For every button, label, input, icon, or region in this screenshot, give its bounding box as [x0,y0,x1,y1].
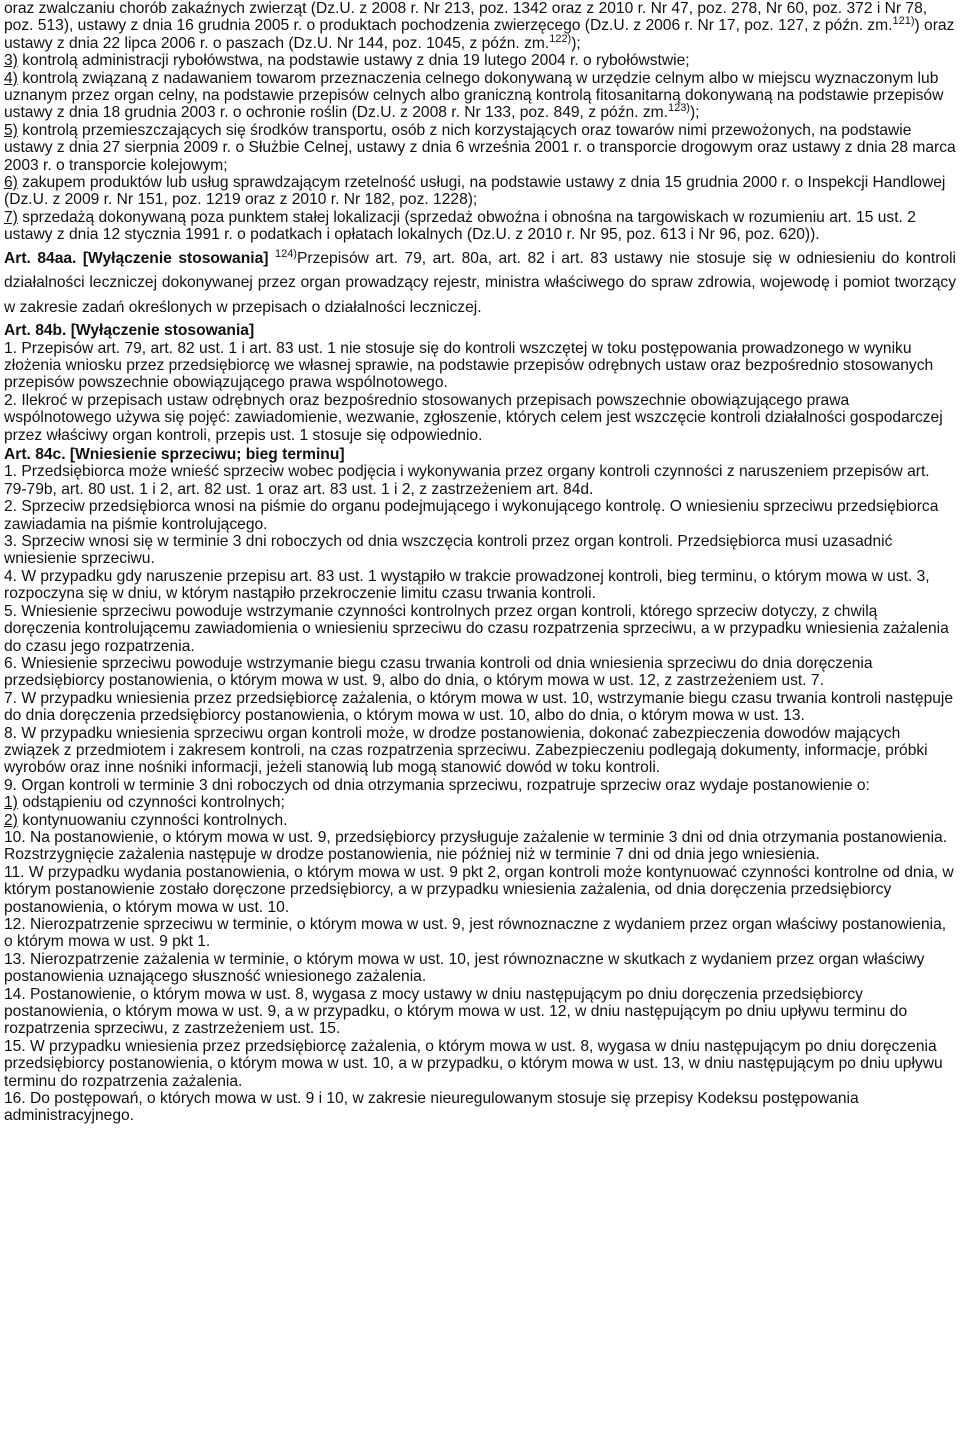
footnote-ref-122: 122) [549,32,572,45]
article-heading: Art. 84aa. [Wyłączenie stosowania] [4,249,269,267]
list-text: zakupem produktów lub usług sprawdzającym rzetelność usługi, na podstawie ustawy z dnia 15 grudnia 2000 r. o Inspekcji Handlowej (Dz.U. z 2009 r. Nr 151, poz. 1219 oraz z 2010 r. Nr 182, poz. 1228); [4,174,946,209]
article-84c-para-7: 7. W przypadku wniesienia przez przedsiębiorcę zażalenia, o którym mowa w ust. 10, wstrzymanie biegu czasu trwania kontroli następuje do dnia doręczenia przedsiębiorcy postanowienia, o którym mowa w ust. 10, albo do dnia, o którym mowa w ust. 13. [4,689,954,725]
article-84c-para-1: 1. Przedsiębiorca może wnieść sprzeciw wobec podjęcia i wykonywania przez organy kontroli czynności z naruszeniem przepisów art. 79-79b, art. 80 ust. 1 i 2, art. 82 ust. 1 oraz art. 83 ust. 1 i 2, z zastrzeżeniem art. 84d. [4,463,930,498]
footnote-ref-121: 121) [892,15,915,28]
list-text: odstąpieniu od czynności kontrolnych; [17,794,285,812]
list-text: sprzedażą dokonywaną poza punktem stałej lokalizacji (sprzedaż obwoźna i obnośna na targowiskach w rozumieniu art. 15 ust. 2 ustawy z dnia 12 stycznia 1991 r. o podatkach i opłatach lokalnych (Dz.U. z 2010 r. Nr 95, poz. 613 i Nr 96, poz. 620)). [4,208,916,244]
intro-text-b: ) oraz ustawy z dnia 22 lipca 2006 r. o paszach (Dz.U. Nr 144, poz. 1045, z późn. zm. [4,17,955,52]
article-84c-para-4: 4. W przypadku gdy naruszenie przepisu art. 83 ust. 1 wystąpiło w trakcie prowadzonej kontroli, bieg terminu, o którym mowa w ust. 3, rozpoczyna się w dniu, w którym nastąpiło przekroczenie limitu czasu trwania kontroli. [4,567,930,603]
article-84c-para-9-item-2 [4,812,956,829]
article-84c-para-14: 14. Postanowienie, o którym mowa w ust. 8, wygasa z mocy ustawy w dniu następującym po dniu doręczenia przedsiębiorcy postanowienia, o którym mowa w ust. 9, a w przypadku, o którym mowa w ust. 12, w dniu następującym po dniu upływu terminu do rozpatrzenia sprzeciwu, z zastrzeżeniem ust. 15. [4,985,908,1038]
article-84c-heading: Art. 84c. [Wniesienie sprzeciwu; bieg terminu] [4,446,345,464]
list-text: kontynuowaniu czynności kontrolnych. [17,811,288,829]
article-84c-para-15: 15. W przypadku wniesienia przez przedsiębiorcę zażalenia, o którym mowa w ust. 8, wygasa w dniu następującym po dniu doręczenia przedsiębiorcy postanowienia, o którym mowa w ust. 10, a w przypadku, o którym mowa w ust. 13, w dniu następującym po dniu upływu terminu do rozpatrzenia zażalenia. [4,1037,943,1090]
article-84c-para-3: 3. Sprzeciw wnosi się w terminie 3 dni roboczych od dnia wszczęcia kontroli przez organ kontroli. Przedsiębiorca musi uzasadnić wniesienie sprzeciwu. [4,533,893,568]
list-text: kontrolą przemieszczających się środków transportu, osób z nich korzystających oraz towarów nimi przewożonych, na podstawie ustawy z dnia 27 sierpnia 2009 r. o Służbie Celnej, ustawy z dnia 6 września 2001 r. o transporcie drogowym oraz ustawy z dnia 28 marca 2003 r. o transporcie kolejowym; [4,121,956,174]
article-84c-para-12: 12. Nierozpatrzenie sprzeciwu w terminie, o którym mowa w ust. 9, jest równoznaczne z wydaniem przez organ właściwy postanowienia, o którym mowa w ust. 9 pkt 1. [4,916,947,951]
article-84aa [4,247,956,321]
list-item-6 [4,174,956,209]
article-84b-heading: Art. 84b. [Wyłączenie stosowania] [4,322,255,340]
list-item-7 [4,209,956,244]
list-number: 1) [4,794,18,812]
footnote-ref-124: 124) [274,247,297,260]
list-item-3 [4,52,956,69]
article-84c-para-9: 9. Organ kontroli w terminie 3 dni roboczych od dnia otrzymania sprzeciwu, rozpatruje sprzeciw oraz wydaje postanowienie o: [4,776,870,794]
list-number: 7) [4,208,18,226]
article-84b-para-2: 2. Ilekroć w przepisach ustaw odrębnych oraz bezpośrednio stosowanych przepisach powszechnie obowiązującego prawa wspólnotowego używa się pojęć: zawiadomienie, wezwanie, zgłoszenie, których celem jest wszczęcie kontroli działalności gospodarczej przez właściwy organ kontroli, przepis ust. 1 stosuje się odpowiednio. [4,391,943,444]
list-text: kontrolą administracji rybołówstwa, na podstawie ustawy z dnia 19 lutego 2004 r. o rybołówstwie; [17,52,690,70]
intro-text-c: ); [571,34,581,52]
list-number: 2) [4,811,18,829]
article-84c-para-10: 10. Na postanowienie, o którym mowa w ust. 9, przedsiębiorcy przysługuje zażalenie w terminie 3 dni od dnia otrzymania postanowienia. Rozstrzygnięcie zażalenia następuje w drodze postanowienia, nie później niż w terminie 7 dni od dnia jego wniesienia. [4,828,948,864]
footnote-ref-123: 123) [667,102,690,115]
intro-text-a: oraz zwalczaniu chorób zakaźnych zwierząt (Dz.U. z 2008 r. Nr 213, poz. 1342 oraz z 2010 r. Nr 47, poz. 278, Nr 60, poz. 372 i Nr 78, poz. 513), ustawy z dnia 16 grudnia 2005 r. o produktach pochodzenia zwierzęcego (Dz.U. z 2006 r. Nr 17, poz. 127, z późn. zm. [4,0,928,35]
article-text: Przepisów art. 79, art. 80a, art. 82 i art. 83 ustawy nie stosuje się w odniesieniu do kontroli działalności leczniczej dokonywanej przez organ prowadzący rejestr, ministra właściwego do spraw zdrowia, wojewodę i pomiot tworzący w zakresie zadań określonych w przepisach o działalności leczniczej. [4,249,957,316]
list-text-end: ); [689,104,700,122]
article-84c-para-8: 8. W przypadku wniesienia sprzeciwu organ kontroli może, w drodze postanowienia, dokonać zabezpieczenia dowodów mających związek z przedmiotem i zakresem kontroli, na czas rozpatrzenia sprzeciwu. Zabezpieczeniu podlegają dokumenty, informacje, próbki wyrobów oraz inne nośniki informacji, jeżeli stanowią lub mogą stanowić dowód w toku kontroli. [4,724,928,777]
article-84c-para-11: 11. W przypadku wydania postanowienia, o którym mowa w ust. 9 pkt 2, organ kontroli może kontynuować czynności kontrolne od dnia, w którym postanowienie zostało doręczone przedsiębiorcy, a w przypadku wniesienia zażalenia, od dnia doręczenia przedsiębiorcy postanowienia, o którym mowa w ust. 10. [4,863,954,916]
list-number: 5) [4,121,18,139]
list-number: 3) [4,52,18,70]
article-84c-para-13: 13. Nierozpatrzenie zażalenia w terminie, o którym mowa w ust. 10, jest równoznaczne w skutkach z wydaniem przez organ właściwy postanowienia uznającego słuszność wniesionego zażalenia. [4,950,925,986]
list-item-4 [4,70,956,122]
list-number: 6) [4,174,18,192]
intro-paragraph [4,0,956,52]
article-84c-para-16: 16. Do postępowań, o których mowa w ust. 9 i 10, w zakresie nieuregulowanym stosuje się przepisy Kodeksu postępowania administracyjnego. [4,1090,859,1125]
article-84c-para-9-item-1 [4,794,956,811]
article-84c-para-2: 2. Sprzeciw przedsiębiorca wnosi na piśmie do organu podejmującego i wykonującego kontrolę. O wniesieniu sprzeciwu przedsiębiorca zawiadamia na piśmie kontrolującego. [4,498,939,533]
article-84c-para-5: 5. Wniesienie sprzeciwu powoduje wstrzymanie czynności kontrolnych przez organ kontroli, którego sprzeciw dotyczy, z chwilą doręczenia kontrolującemu zawiadomienia o wniesieniu sprzeciwu do czasu rozpatrzenia sprzeciwu, a w przypadku wniesienia zażalenia do czasu jego rozpatrzenia. [4,602,949,655]
list-item-5 [4,122,956,174]
article-84b-para-1: 1. Przepisów art. 79, art. 82 ust. 1 i art. 83 ust. 1 nie stosuje się do kontroli wszczętej w toku postępowania prowadzonego w wyniku złożenia wniosku przez przedsiębiorcę we własnej sprawie, na podstawie przepisów odrębnych ustaw oraz bezpośrednio stosowanych przepisów powszechnie obowiązującego prawa wspólnotowego. [4,339,934,392]
list-number: 4) [4,69,18,87]
list-text: kontrolą związaną z nadawaniem towarom przeznaczenia celnego dokonywaną w urzędzie celnym albo w miejscu wyznaczonym lub uznanym przez organ celny, na podstawie przepisów celnych albo graniczną kontrolą fitosanitarną dokonywaną na podstawie przepisów ustawy z dnia 18 grudnia 2003 r. o ochronie roślin (Dz.U. z 2008 r. Nr 133, poz. 849, z późn. zm. [4,69,944,122]
article-84c-para-6: 6. Wniesienie sprzeciwu powoduje wstrzymanie biegu czasu trwania kontroli od dnia wniesienia sprzeciwu do dnia doręczenia przedsiębiorcy postanowienia, o którym mowa w ust. 9, albo do dnia, o którym mowa w ust. 12, z zastrzeżeniem ust. 7. [4,654,873,690]
